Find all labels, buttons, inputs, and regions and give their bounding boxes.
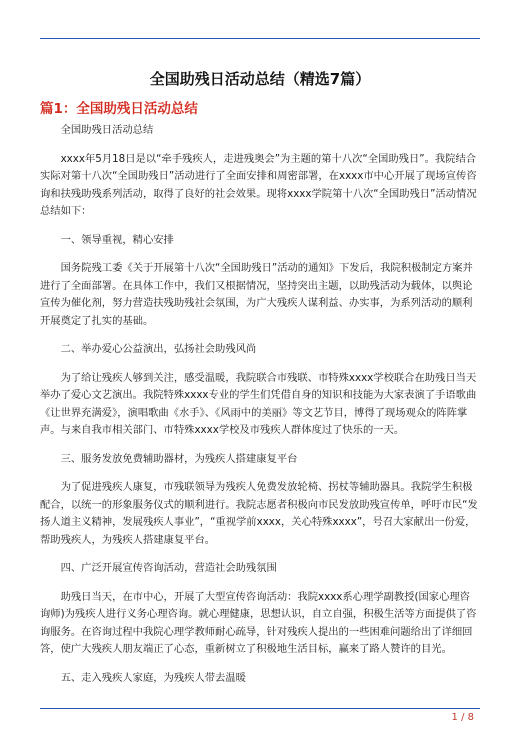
paragraph-3: 为了促进残疾人康复，市残联领导为残疾人免费发放轮椅、拐杖等辅助器具。我院学生积极配合，以统一的形象服务仪式的顺利进行。我院志愿者积极向市民发放助残宣传单，呼吁市民“发扬人道主义精神，发展残疾人事业”，“重视学前xxxx，关心特殊xxxx”，号召大家献出一份爱，帮助残疾人，为残疾人搭建康复平台。 bbox=[40, 481, 478, 546]
subheading-5: 五、走入残疾人家庭，为残疾人带去温暖 bbox=[60, 671, 246, 684]
subheading-4: 四、广泛开展宣传咨询活动，营造社会助残氛围 bbox=[60, 562, 277, 574]
section-heading: 篇1：全国助残日活动总结 bbox=[40, 101, 198, 117]
footer-rule bbox=[40, 708, 480, 709]
page-indicator: 1 / 8 bbox=[451, 712, 474, 723]
document-body bbox=[40, 122, 480, 698]
paragraph-1: 国务院残工委《关于开展第十八次“全国助残日”活动的通知》下发后，我院积极制定方案并进行了全面部署。在具体工作中，我们又根据情况，坚持突出主题，以助残活动为载体，以舆论宣传为催化剂，努力营造扶残助残社会氛围，为广大残疾人谋利益、办实事，为系列活动的顺利开展奠定了扎实的基础。 bbox=[40, 262, 473, 327]
subheading-1: 一、领导重视，精心安排 bbox=[60, 233, 174, 246]
header-rule bbox=[40, 38, 480, 39]
subheading-3: 三、服务发放免费辅助器材，为残疾人搭建康复平台 bbox=[60, 452, 298, 465]
paragraph-2: 为了给让残疾人够到关注，感受温暖，我院联合市残联、市特殊xxxx学校联合在助残日当天举办了爱心文艺演出。我院特殊xxxx专业的学生们凭借自身的知识和技能为大家表演了手语歌曲《让世界充满爱》，演唱歌曲《水手》、《风雨中的美丽》等文艺节目，博得了现场观众的阵阵掌声。与来自我市相关部门、市特殊xxxx学校及市残疾人群体度过了快乐的一天。 bbox=[40, 371, 477, 436]
paragraph-4: 助残日当天，在市中心，开展了大型宣传咨询活动：我院xxxx系心理学副教授(国家心理咨询师)为残疾人进行义务心理咨询。就心理健康，思想认识，自立自强，积极生活等方面提供了咨询服务。在咨询过程中我院心理学教师耐心疏导，针对残疾人提出的一些困难问题给出了详细回答，使广大残疾人朋友端正了心态，重新树立了积极地生活目标，赢来了路人赞许的目光。 bbox=[40, 590, 477, 655]
subheading-2: 二、举办爱心公益演出，弘扬社会助残风尚 bbox=[60, 343, 257, 355]
intro-paragraph: xxxx年5月18日是以“牵手残疾人，走进残奥会”为主题的第十八次“全国助残日”。我院结合实际对第十八次“全国助残日”活动进行了全面安排和周密部署，在xxxx市中心开展了现场宣传咨询和扶残助残系列活动，取得了良好的社会效果。现将xxxx学院第十八次“全国助残日”活动情况总结如下： bbox=[40, 152, 477, 217]
document-title: 全国助残日活动总结（精选7篇） bbox=[149, 70, 371, 88]
article-title: 全国助残日活动总结 bbox=[60, 124, 154, 136]
